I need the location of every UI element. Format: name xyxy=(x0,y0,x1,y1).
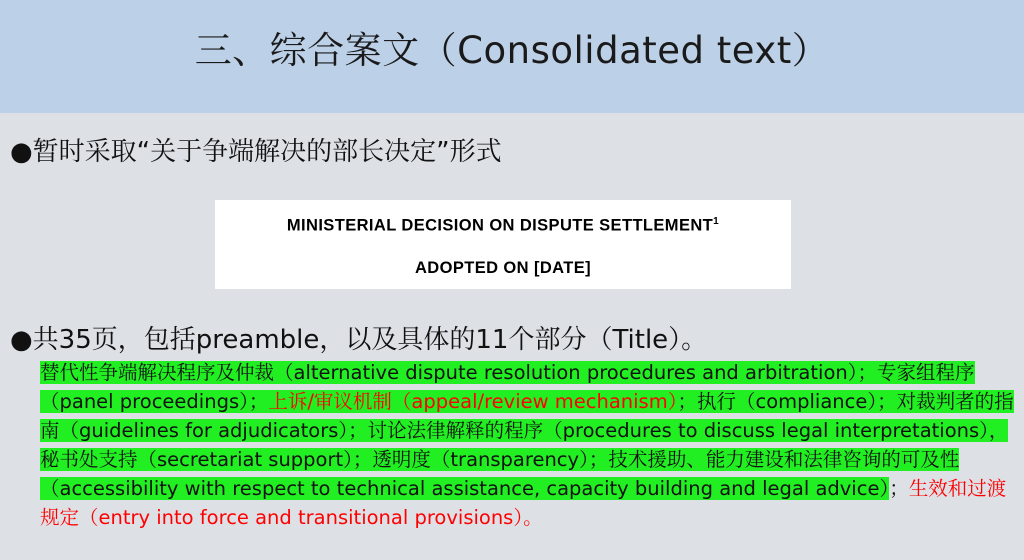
body-segment-3: ；执行（compliance）；对裁判者的指南（guidelines for adjudicators）；讨论法律解释的程序（procedures to discuss legal interpretations），秘书处支持（secretariat support）；透明度（transparency）；技术援助、能力建设和法律咨询的可及性（accessibility with respect to technical assistance, capacity building and legal advice） xyxy=(40,390,1014,500)
bullet-item-2: ●共35页，包括preamble，以及具体的11个部分（Title）。 xyxy=(10,325,708,355)
body-paragraph xyxy=(40,358,1018,532)
bullet-item-1: ●暂时采取“关于争端解决的部长决定”形式 xyxy=(10,137,502,167)
page-title: 三、综合案文（Consolidated text） xyxy=(194,29,830,72)
document-title-text: MINISTERIAL DECISION ON DISPUTE SETTLEMENT xyxy=(286,216,714,235)
body-segment-4: ； xyxy=(889,477,909,500)
document-title-line xyxy=(215,216,791,236)
footnote-marker: 1 xyxy=(713,216,720,227)
document-excerpt-box xyxy=(215,200,791,289)
document-adopted-line: ADOPTED ON [DATE] xyxy=(414,259,592,277)
body-segment-1: 替代性争端解决程序及仲裁（alternative dispute resolution procedures and arbitration）；专家组程序（panel proceedings）； xyxy=(40,361,975,413)
body-segment-5: 生效和过渡规定（entry into force and transitional provisions）。 xyxy=(40,477,1007,529)
body-segment-2: 上诉/审议机制（appeal/review mechanism） xyxy=(268,390,678,413)
